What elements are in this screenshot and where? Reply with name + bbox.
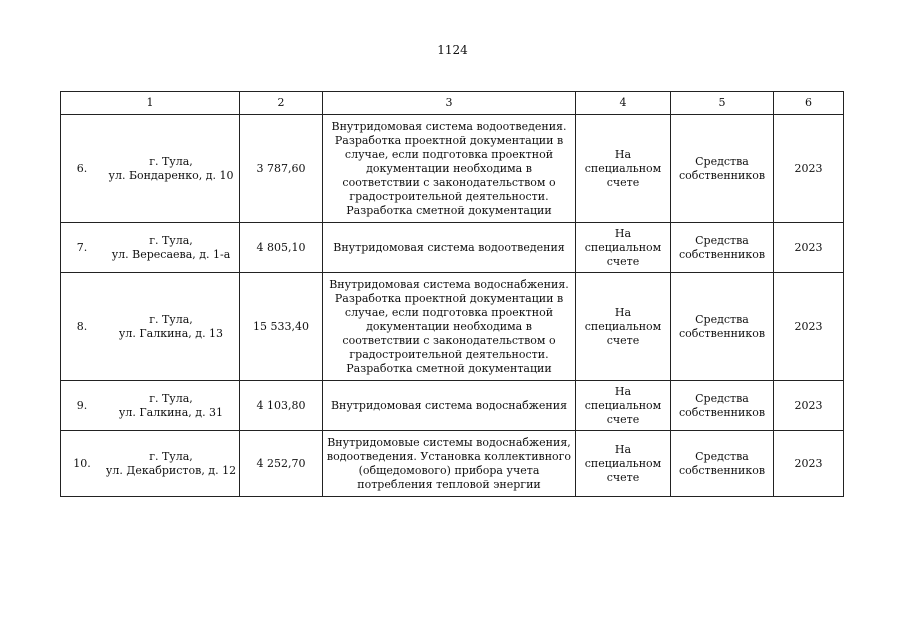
year-cell: 2023 — [774, 431, 844, 497]
table-row — [61, 381, 844, 431]
address — [103, 155, 239, 183]
account-cell: На специальном счете — [576, 115, 671, 223]
page-number: 1124 — [437, 43, 468, 57]
description-cell: Внутридомовая система водоснабжения. Разработка проектной документации в случае, если подготовка проектной документации необходима в соответствии с законодательством о градостроительной деятельности. Разработка сметной документации — [323, 273, 576, 381]
account-cell: На специальном счете — [576, 223, 671, 273]
cost-cell: 4 252,70 — [240, 431, 323, 497]
address-street: ул. Галкина, д. 31 — [118, 405, 224, 419]
number-address-cell — [61, 431, 240, 497]
address-city: г. Тула, — [149, 391, 193, 405]
description-cell: Внутридомовые системы водоснабжения, водоотведения. Установка коллективного (общедомового) прибора учета потребления тепловой энергии — [323, 431, 576, 497]
funding-cell: Средства собственников — [671, 115, 774, 223]
year-cell: 2023 — [774, 273, 844, 381]
column-header: 1 — [61, 92, 240, 115]
address-city: г. Тула, — [149, 449, 193, 463]
funding-cell: Средства собственников — [671, 431, 774, 497]
number-address-cell — [61, 115, 240, 223]
column-header: 2 — [240, 92, 323, 115]
table-row — [61, 431, 844, 497]
description-cell: Внутридомовая система водоотведения — [323, 223, 576, 273]
cost-cell: 3 787,60 — [240, 115, 323, 223]
column-header: 4 — [576, 92, 671, 115]
number-address-cell — [61, 223, 240, 273]
account-cell: На специальном счете — [576, 273, 671, 381]
capital-repair-table — [60, 91, 844, 497]
address-street: ул. Галкина, д. 13 — [118, 326, 224, 340]
table-row — [61, 273, 844, 381]
address-city: г. Тула, — [149, 233, 193, 247]
table-row — [61, 115, 844, 223]
row-number: 10. — [73, 456, 91, 470]
description-cell: Внутридомовая система водоснабжения — [323, 381, 576, 431]
column-header: 5 — [671, 92, 774, 115]
row-number: 6. — [76, 161, 88, 175]
address-street: ул. Вересаева, д. 1-а — [111, 247, 231, 261]
funding-cell: Средства собственников — [671, 273, 774, 381]
address-street: ул. Декабристов, д. 12 — [105, 463, 237, 477]
address — [103, 450, 239, 478]
year-cell: 2023 — [774, 223, 844, 273]
row-number: 8. — [76, 319, 88, 333]
address — [103, 234, 239, 262]
address — [103, 392, 239, 420]
description-cell: Внутридомовая система водоотведения. Разработка проектной документации в случае, если подготовка проектной документации необходима в соответствии с законодательством о градостроительной деятельности. Разработка сметной документации — [323, 115, 576, 223]
cost-cell: 4 103,80 — [240, 381, 323, 431]
cost-cell: 15 533,40 — [240, 273, 323, 381]
number-address-cell — [61, 381, 240, 431]
year-cell: 2023 — [774, 381, 844, 431]
cost-cell: 4 805,10 — [240, 223, 323, 273]
column-header: 6 — [774, 92, 844, 115]
address-city: г. Тула, — [149, 312, 193, 326]
column-header: 3 — [323, 92, 576, 115]
address — [103, 313, 239, 341]
account-cell: На специальном счете — [576, 381, 671, 431]
address-city: г. Тула, — [149, 154, 193, 168]
row-number: 7. — [76, 240, 88, 254]
row-number: 9. — [76, 398, 88, 412]
year-cell: 2023 — [774, 115, 844, 223]
number-address-cell — [61, 273, 240, 381]
address-street: ул. Бондаренко, д. 10 — [108, 168, 234, 182]
table-row — [61, 223, 844, 273]
header-row — [61, 92, 844, 115]
account-cell: На специальном счете — [576, 431, 671, 497]
funding-cell: Средства собственников — [671, 223, 774, 273]
funding-cell: Средства собственников — [671, 381, 774, 431]
